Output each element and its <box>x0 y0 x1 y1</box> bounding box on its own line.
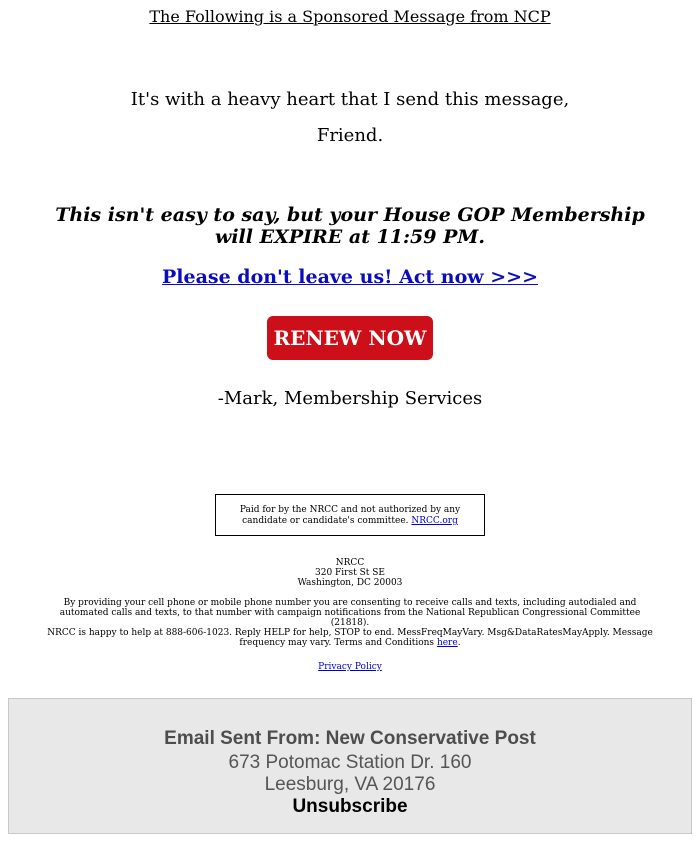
salutation-text: Friend. <box>316 125 384 146</box>
city-address: Washington, DC 20003 <box>297 578 403 588</box>
cta-link-row <box>0 266 700 288</box>
consent-text: By providing your cell phone or mobile phone number you are consenting to receive calls and texts, including autodialed and automated calls and texts, to that number with campaign notifications from the National Republican Congressional Committee (21818). <box>59 598 641 628</box>
sponsor-notice <box>0 7 700 26</box>
signature: -Mark, Membership Services <box>217 388 483 409</box>
paid-for-text: Paid for by the NRCC and not authorized by any candidate or candidate's committee. <box>239 505 461 526</box>
email-footer <box>8 698 692 834</box>
renew-now-button[interactable]: RENEW NOW <box>267 316 433 360</box>
act-now-link[interactable]: Please don't leave us! Act now >>> <box>161 266 539 288</box>
greeting-text: It's with a heavy heart that I send this message, <box>130 89 570 110</box>
nrcc-org-link[interactable]: NRCC.org <box>411 516 458 526</box>
privacy-policy-link[interactable]: Privacy Policy <box>318 662 382 672</box>
help-text: NRCC is happy to help at 888-606-1023. Reply HELP for help, STOP to end. MessFreqMayVary. Msg&DataRatesMayApply. Message frequency may vary. Terms and Conditions here. <box>47 628 653 648</box>
footer-address-line1: 673 Potomac Station Dr. 160 <box>228 752 472 773</box>
unsubscribe-link[interactable]: Unsubscribe <box>292 796 408 817</box>
sent-from: Email Sent From: New Conservative Post <box>164 728 536 749</box>
terms-here-link[interactable]: here <box>436 638 458 648</box>
privacy-row <box>0 662 700 672</box>
headline: This isn't easy to say, but your House GOP Membership will EXPIRE at 11:59 PM. <box>55 204 645 248</box>
help-message: NRCC is happy to help at 888-606-1023. Reply HELP for help, STOP to end. MessFreqMayVary. Msg&DataRatesMayApply. Message frequency may vary. Terms and Conditions <box>47 628 653 648</box>
paid-for-disclaimer <box>215 494 485 536</box>
mailing-address <box>0 558 700 588</box>
footer-address-line2: Leesburg, VA 20176 <box>264 774 436 795</box>
sponsor-line: The Following is a Sponsored Message from NCP <box>149 7 551 26</box>
org-name: NRCC <box>335 558 365 568</box>
street-address: 320 First St SE <box>315 568 385 578</box>
